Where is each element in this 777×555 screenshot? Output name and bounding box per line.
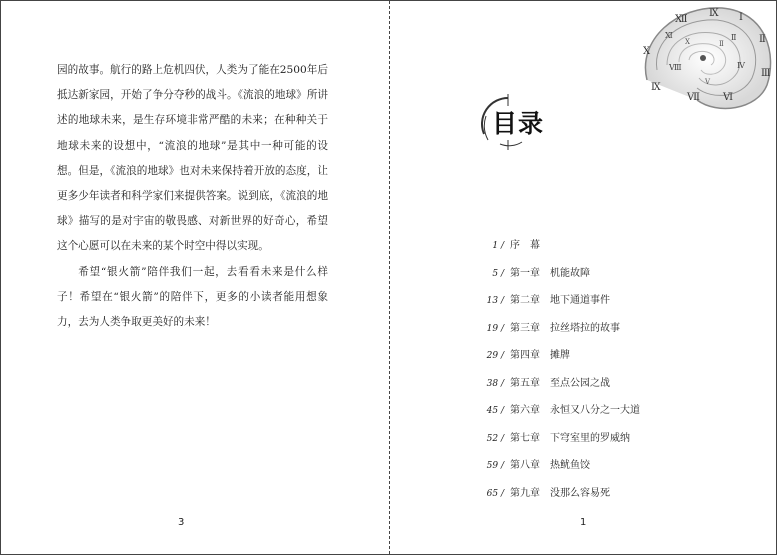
svg-text:Ⅳ: Ⅳ: [737, 61, 745, 70]
toc-chapter-title: 机能故障: [550, 267, 590, 279]
svg-text:Ⅸ: Ⅸ: [709, 8, 719, 19]
toc-chapter-label: 第四章: [510, 350, 540, 361]
page-number-right: 1: [580, 517, 587, 528]
svg-text:Ⅺ: Ⅺ: [665, 31, 673, 40]
toc-entry[interactable]: [470, 484, 730, 504]
svg-text:Ⅱ: Ⅱ: [731, 33, 737, 42]
svg-text:Ⅰ: Ⅰ: [739, 12, 743, 23]
toc-chapter-title: 摊牌: [550, 350, 570, 361]
toc-page-number: 52 /: [486, 433, 504, 444]
toc-entry[interactable]: [470, 346, 730, 366]
svg-text:Ⅱ: Ⅱ: [719, 40, 724, 48]
svg-text:Ⅹ: Ⅹ: [685, 38, 690, 46]
toc-chapter-label: 序幕: [510, 240, 550, 251]
right-page: [390, 0, 776, 555]
spiral-clock-illustration: [627, 0, 776, 110]
toc-entry[interactable]: [470, 374, 730, 394]
toc-chapter-label: 第六章: [510, 405, 540, 416]
toc-entry[interactable]: [470, 291, 730, 311]
toc-chapter-label: 第五章: [510, 377, 540, 389]
toc-page-number: 45 /: [486, 406, 504, 416]
svg-text:Ⅻ: Ⅻ: [675, 14, 688, 25]
toc-entry[interactable]: [470, 236, 730, 256]
svg-text:Ⅲ: Ⅲ: [761, 68, 771, 79]
toc-chapter-label: 第八章: [510, 460, 540, 471]
toc-chapter-title: 没那么容易死: [550, 487, 610, 499]
paragraph: 希望“银火箭”陪伴我们一起，去看看未来是什么样子！希望在“银火箭”的陪伴下，更多的小读者能用想象力，去为人类争取更美好的未来！: [57, 265, 328, 329]
body-text: [57, 58, 328, 335]
toc-entry[interactable]: [470, 401, 730, 421]
toc-page-number: 19 /: [486, 323, 504, 334]
svg-text:Ⅴ: Ⅴ: [705, 78, 711, 86]
toc-chapter-title: 至点公园之战: [550, 377, 610, 389]
toc-chapter-label: 第三章: [510, 322, 540, 334]
toc-page-number: 13 /: [486, 296, 504, 306]
toc-chapter-label: 第一章: [510, 267, 540, 279]
toc-chapter-title: 地下通道事件: [550, 295, 610, 306]
toc-page-number: 29 /: [486, 351, 504, 361]
toc-title: 目录: [492, 109, 545, 138]
svg-text:Ⅸ: Ⅸ: [651, 82, 661, 93]
toc-page-number: 38 /: [486, 378, 504, 389]
svg-text:Ⅹ: Ⅹ: [643, 46, 651, 57]
page-number-left: 3: [178, 517, 185, 528]
toc-page-number: 59 /: [486, 461, 504, 471]
paragraph: 园的故事。航行的路上危机四伏，人类为了能在2500年后抵达新家园，开始了争分夺秒的战斗。《流浪的地球》所讲述的地球未来，是生存环境非常严酷的未来；在种种关于地球未来的设想中，“流浪的地球”是其中一种可能的设想。但是，《流浪的地球》也对未来保持着开放的态度，让更多少年读者和科学家们来提供答案。说到底，《流浪的地球》描写的是对宇宙的敬畏感、对新世界的好奇心，希望这个心愿可以在未来的某个时空中得以实现。: [57, 64, 328, 253]
toc-chapter-title: 永恒又八分之一大道: [550, 405, 640, 416]
toc-chapter-title: 热鱿鱼饺: [550, 460, 590, 471]
toc-entry[interactable]: [470, 429, 730, 449]
svg-text:Ⅵ: Ⅵ: [723, 92, 734, 103]
toc-entry[interactable]: [470, 456, 730, 476]
toc-page-number: 5 /: [492, 268, 504, 279]
toc-page-number: 1 /: [492, 241, 504, 251]
toc-chapter-label: 第九章: [510, 487, 540, 499]
toc-title-block: [478, 92, 568, 152]
toc-chapter-label: 第七章: [510, 432, 540, 444]
toc-entry[interactable]: [470, 264, 730, 284]
toc-chapter-label: 第二章: [510, 295, 540, 306]
toc-page-number: 65 /: [486, 488, 504, 499]
svg-text:Ⅶ: Ⅶ: [687, 92, 700, 103]
svg-text:Ⅷ: Ⅷ: [669, 63, 682, 72]
toc-entry[interactable]: [470, 319, 730, 339]
toc-chapter-title: 下穹室里的罗威纳: [550, 432, 630, 444]
toc-chapter-title: 拉丝塔拉的故事: [550, 322, 620, 334]
svg-text:Ⅱ: Ⅱ: [759, 34, 766, 45]
